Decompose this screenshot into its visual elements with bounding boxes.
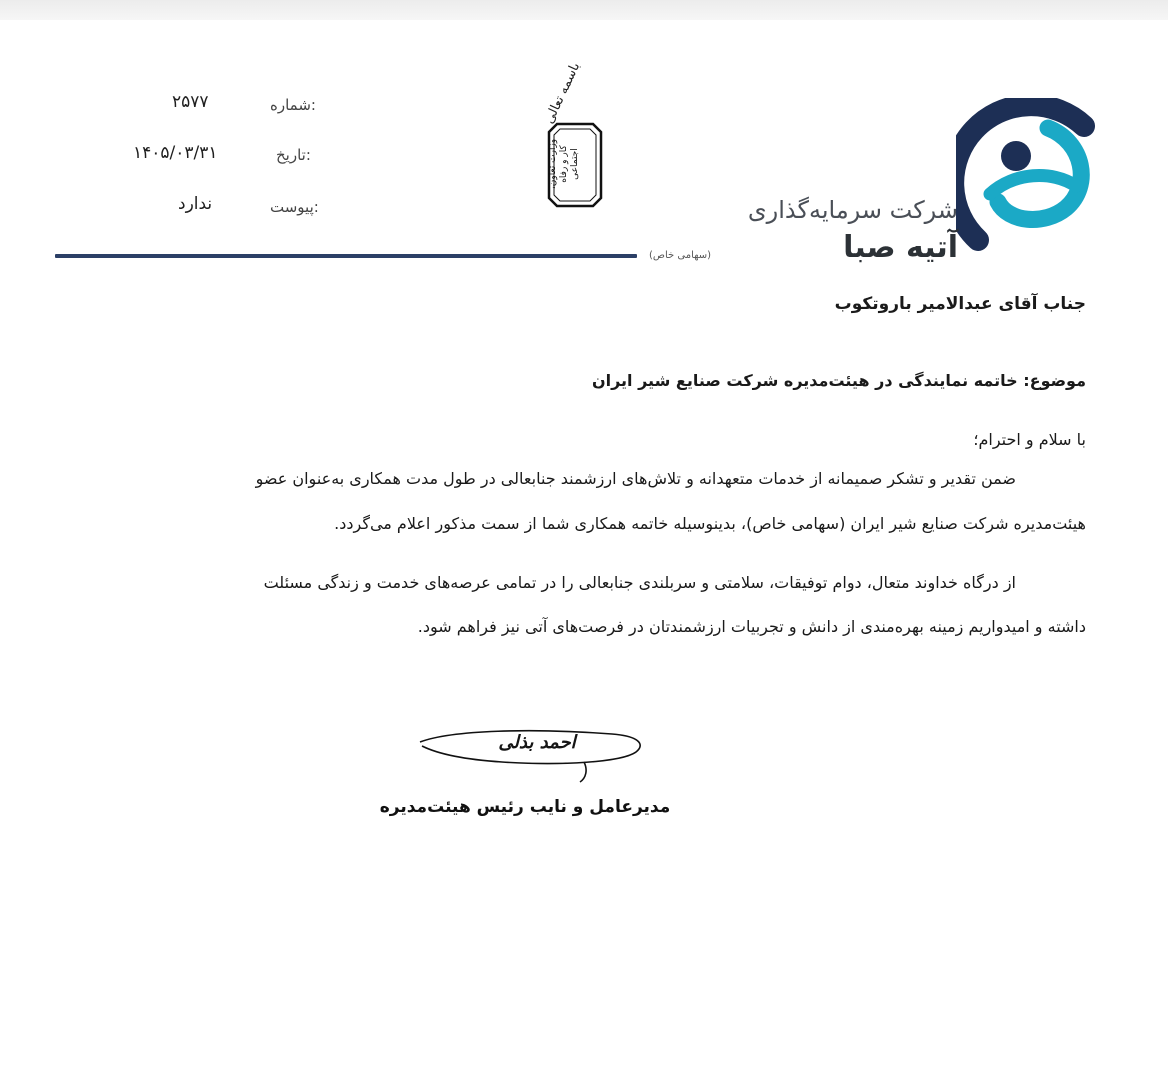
company-logo [956,98,1108,258]
top-band [0,0,1168,20]
ministry-seal [543,118,607,212]
company-name-line1: شرکت سرمایه‌گذاری [747,196,958,224]
date-label: تاریخ: [276,146,311,164]
signatory-title: مدیرعامل و نایب رئیس هیئت‌مدیره [379,797,671,817]
recipient: جناب آقای عبدالامیر باروتکوب [834,294,1086,314]
basmala-calligraphy [541,60,588,127]
paragraph-1-line-2: هیئت‌مدیره شرکت صنایع شیر ایران (سهامی خاص)، بدینوسیله خاتمه همکاری شما از سمت مذکور اعلام می‌گردد. [334,514,1086,533]
attachment-value: ندارد [178,194,213,214]
handwritten-signature [412,716,652,786]
paragraph-1-line-1: ضمن تقدیر و تشکر صمیمانه از خدمات متعهدانه و تلاش‌های ارزشمند جنابعالی در طول مدت همکاری به‌عنوان عضو [255,469,1016,488]
company-type: (سهامی خاص) [648,250,712,261]
number-value: ۲۵۷۷ [172,92,209,112]
greeting: با سلام و احترام؛ [973,430,1086,449]
paragraph-2-line-2: داشته و امیدواریم زمینه بهره‌مندی از دانش و تجربیات ارزشمندتان در فرصت‌های آتی نیز فراهم شود. [417,617,1086,636]
paragraph-2-line-1: از درگاه خداوند متعال، دوام توفیقات، سلامتی و سربلندی جنابعالی را در تمامی عرصه‌های خدمت و زندگی مسئلت [263,573,1016,592]
basmala-text: باسمه تعالی [541,60,584,127]
date-value: ۱۴۰۵/۰۳/۳۱ [133,143,218,163]
company-name-line2: آتیه صبا [843,230,958,265]
signature-name: احمد بذلی [498,732,576,753]
attachment-label: پیوست: [270,198,319,216]
header-divider [55,254,637,258]
number-label: شماره: [270,96,316,114]
seal-text: وزارت تعاون، کار و رفاه اجتماعی [548,138,580,190]
subject-line: موضوع: خاتمه نمایندگی در هیئت‌مدیره شرکت صنایع شیر ایران [591,371,1086,390]
